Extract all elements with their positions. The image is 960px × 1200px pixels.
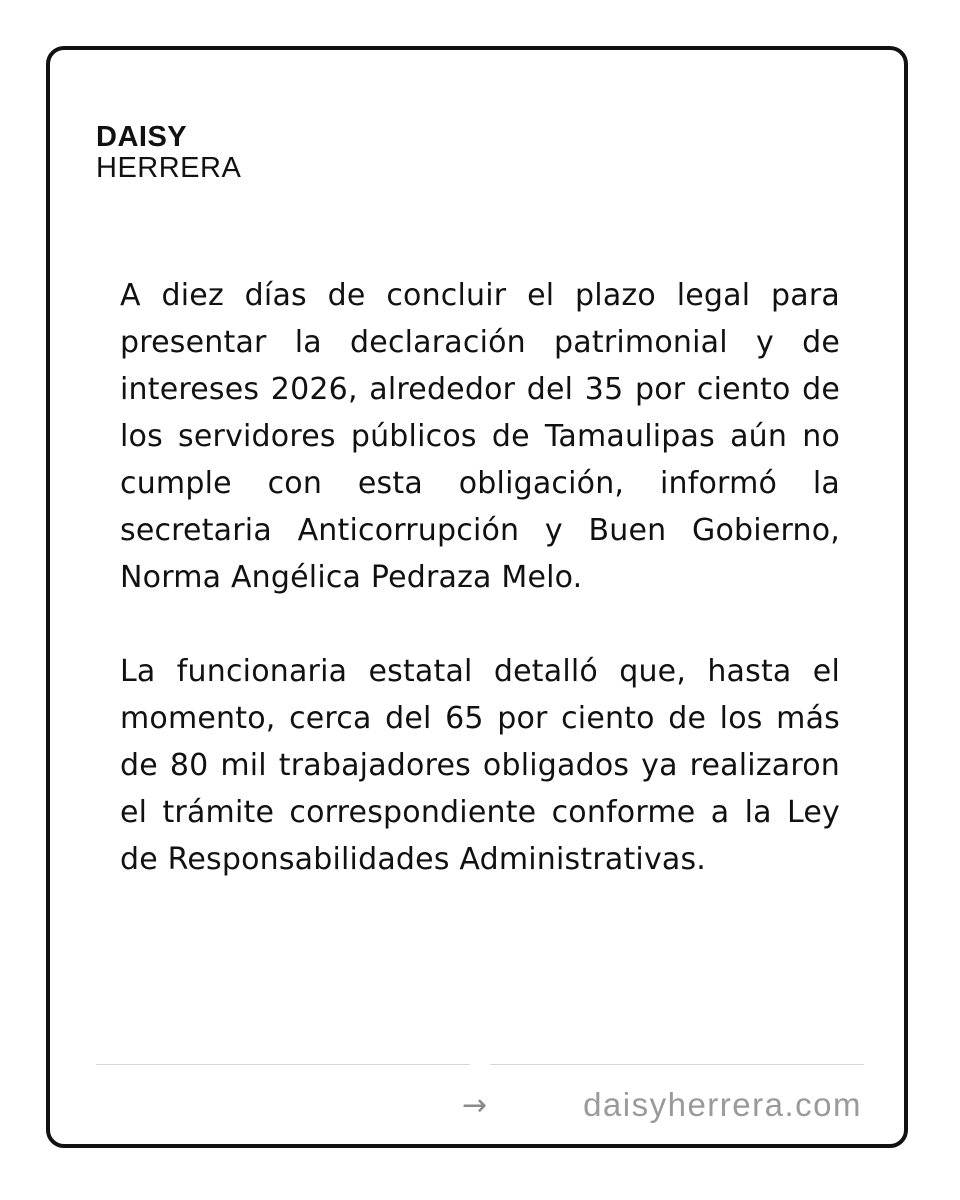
brand-first-name: DAISY <box>96 121 188 153</box>
brand-last-name: HERRERA <box>96 152 242 184</box>
website-link[interactable]: daisyherrera.com <box>583 1086 862 1123</box>
right-arrow-icon[interactable]: → <box>462 1088 488 1123</box>
article-body <box>120 272 840 930</box>
brand-logo <box>96 122 241 184</box>
article-paragraph-2: La funcionaria estatal detalló que, hasta el momento, cerca del 65 por ciento de los más de 80 mil trabajadores obligados ya realizaron el trámite correspondiente conforme a la Ley de Responsabilidades Administrativas. <box>120 654 840 877</box>
article-paragraph-1: A diez días de concluir el plazo legal para presentar la declaración patrimonial y de intereses 2026, alrededor del 35 por ciento de los servidores públicos de Tamaulipas aún no cumple con esta obligación, informó la secretaria Anticorrupción y Buen Gobierno, Norma Angélica Pedraza Melo. <box>120 278 840 595</box>
divider-mark <box>470 1060 490 1068</box>
